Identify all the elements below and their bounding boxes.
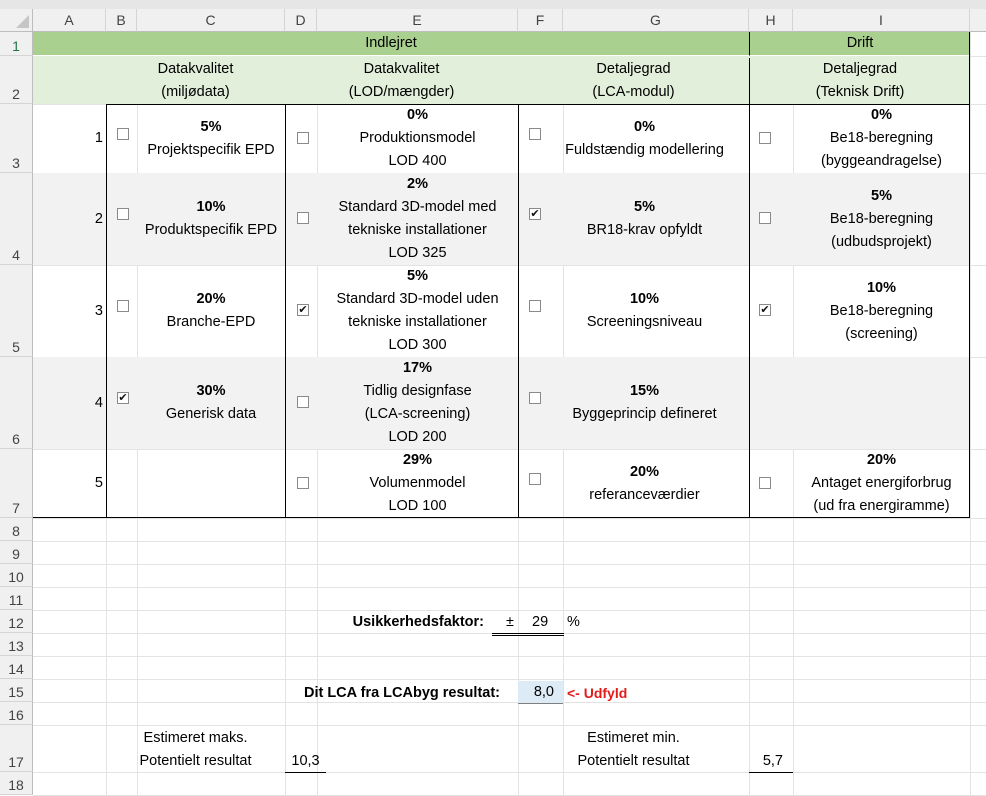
level-number-label: 1 [94,130,103,146]
option-percent: 5% [871,187,892,204]
option-lca-modul-4 [540,357,749,449]
option-text: Branche-EPD [166,314,256,330]
checkbox-miljodata-2[interactable] [117,208,129,220]
lca-fill-hint: <- Udfyld [567,685,628,701]
column-header-c[interactable]: C [137,9,285,32]
row-header-5[interactable] [0,265,33,357]
header-g-line2: (LCA-modul) [592,84,675,100]
row-header-12[interactable] [0,610,33,633]
gridline-h [33,541,986,542]
column-header-e[interactable]: E [317,9,518,32]
select-all-corner[interactable] [0,9,33,32]
row-header-16[interactable] [0,702,33,725]
column-header-a[interactable]: A [33,9,106,32]
checkbox-lod-3[interactable] [297,304,309,316]
checkbox-lod-4[interactable] [297,396,309,408]
option-text: LOD 100 [388,498,447,514]
column-header-d[interactable]: D [285,9,317,32]
option-text: LOD 325 [388,245,447,261]
min-value-cell [749,750,793,773]
column-header-blank [970,9,986,32]
drift-header [749,32,970,56]
checkbox-miljodata-3[interactable] [117,300,129,312]
checkmark-icon: ✔ [118,392,128,404]
indlejret-label: Indlejret [365,35,417,51]
option-text: (LCA-screening) [364,406,471,422]
row-header-18[interactable] [0,772,33,795]
column-header-b[interactable]: B [106,9,137,32]
option-text: referanceværdier [589,486,700,503]
uncertainty-unit: % [567,614,580,630]
gridline-h [33,564,986,565]
gridline-h [33,725,986,726]
drift-label: Drift [846,35,874,51]
uncertainty-label: Usikkerhedsfaktor: [352,614,484,630]
gridline-v [970,32,971,795]
row-header-label: 10 [8,569,24,585]
table-border-v-f [518,104,519,518]
row-header-label: 9 [12,546,20,562]
option-percent: 30% [196,383,226,399]
row-header-label: 17 [8,754,24,770]
row-header-label: 18 [8,777,24,793]
uncertainty-cell [492,611,564,636]
level-number [33,104,103,173]
level-number [33,265,103,357]
option-text: (ud fra energiramme) [813,498,950,514]
option-percent: 5% [634,199,655,215]
option-teknisk-drift-3 [793,265,970,357]
row-header-label: 4 [12,247,20,263]
checkbox-lod-2[interactable] [297,212,309,224]
option-percent: 0% [407,107,428,123]
option-percent: 15% [629,383,660,399]
option-text: tekniske installationer [348,222,487,238]
option-text: Be18-beregning [829,302,934,319]
header-i-line1: Detaljegrad [822,61,898,77]
lca-input-cell[interactable] [518,681,563,704]
option-text: tekniske installationer [348,314,487,330]
row-header-label: 8 [12,523,20,539]
table-border-v-b [106,104,107,518]
checkbox-lod-1[interactable] [297,132,309,144]
row-header-label: 6 [12,431,20,447]
checkmark-icon: ✔ [298,304,308,316]
option-text: (udbudsprojekt) [831,233,932,250]
option-lca-modul-3 [540,265,749,357]
header-g-line1: Detaljegrad [596,61,671,77]
gridline-h [33,679,986,680]
option-percent: 20% [196,291,226,307]
header-datakvalitet-miljodata [106,58,285,104]
table-border-v-h [749,104,750,518]
level-number-label: 5 [94,475,103,491]
max-value: 10,3 [291,753,320,769]
row-header-8[interactable] [0,518,33,541]
gridline-h [33,656,986,657]
row-header-1[interactable] [0,32,33,56]
option-text: (byggeandragelse) [821,153,942,169]
row-header-10[interactable] [0,564,33,587]
option-text: Tidlig designfase [363,383,472,399]
option-percent: 5% [200,118,222,135]
row-header-14[interactable] [0,656,33,679]
option-text: Produktionsmodel [359,130,476,146]
header-e-line2: (LOD/mængder) [348,84,455,100]
level-number [33,449,103,518]
option-text: Projektspecifik EPD [147,141,275,158]
option-lod-1 [317,104,518,173]
gridline-h [33,772,986,773]
row-header-6[interactable] [0,357,33,449]
option-miljodata-1 [137,104,285,173]
gridline-h [33,702,986,703]
min-label-line1: Estimeret min. [587,730,680,746]
row-header-15[interactable] [0,679,33,702]
table-border-bottom [33,517,970,518]
option-lca-modul-1 [540,104,749,173]
checkbox-teknisk-drift-1[interactable] [759,132,771,144]
option-text: Volumenmodel [369,475,466,491]
row-header-label: 15 [8,684,24,700]
option-text: Antaget energiforbrug [811,475,952,491]
header-c-line2: (miljødata) [161,84,230,100]
option-miljodata-2 [137,173,285,265]
option-percent: 10% [196,199,226,215]
uncertainty-value: 29 [532,614,549,630]
level-number-label: 3 [94,302,103,319]
row-header-11[interactable] [0,587,33,610]
row-header-2[interactable] [0,56,33,104]
lca-input-value: 8,0 [533,684,554,700]
checkbox-teknisk-drift-2[interactable] [759,212,771,224]
checkbox-lod-5[interactable] [297,477,309,489]
option-text: LOD 400 [388,153,447,169]
plus-minus-sign: ± [506,614,514,630]
column-header-h[interactable]: H [749,9,793,32]
level-number [33,173,103,265]
row-header-9[interactable] [0,541,33,564]
checkmark-icon: ✔ [760,304,770,316]
row-header-7[interactable] [0,449,33,518]
row-header-label: 7 [12,500,20,516]
column-header-g[interactable]: G [563,9,749,32]
row-header-13[interactable] [0,633,33,656]
option-lca-modul-2 [540,173,749,265]
option-percent: 2% [407,176,428,192]
option-percent: 20% [629,463,660,480]
header-detaljegrad-lca [518,58,749,104]
max-label-line1: Estimeret maks. [143,730,248,746]
checkbox-teknisk-drift-5[interactable] [759,477,771,489]
option-text: Byggeprincip defineret [572,406,717,422]
gridline-h [33,587,986,588]
header-e-line1: Datakvalitet [363,61,440,77]
option-miljodata-4 [137,357,285,449]
level-number-label: 4 [94,394,103,411]
row-header-label: 14 [8,661,24,677]
checkbox-miljodata-1[interactable] [117,128,129,140]
header-c-line1: Datakvalitet [157,61,234,77]
row-header-4[interactable] [0,173,33,265]
column-header-i[interactable]: I [793,9,970,32]
row-header-label: 2 [12,86,20,102]
checkbox-teknisk-drift-3[interactable] [759,304,771,316]
option-percent: 0% [634,118,655,135]
option-percent: 17% [402,360,433,376]
row-header-label: 16 [8,707,24,723]
min-value: 5,7 [762,753,783,769]
option-lod-2 [317,173,518,265]
option-text: Produktspecifik EPD [144,222,278,238]
row-header-label: 13 [8,638,24,654]
column-header-f[interactable]: F [518,9,563,32]
option-text: Standard 3D-model uden [336,291,499,307]
header-datakvalitet-lod [285,58,518,104]
max-label-line2: Potentielt resultat [139,753,252,769]
option-text: Standard 3D-model med [338,199,497,215]
level-number [33,357,103,449]
option-text: BR18-krav opfyldt [586,222,703,238]
option-percent: 20% [866,452,897,468]
option-miljodata-3 [137,265,285,357]
option-percent: 10% [629,291,660,307]
lca-label: Dit LCA fra LCAbyg resultat: [303,685,500,701]
option-text: Fuldstændig modellering [565,141,724,158]
row-header-label: 11 [8,592,24,608]
row-header-17[interactable] [0,725,33,772]
option-percent: 10% [866,279,897,296]
option-text: Be18-beregning [829,130,934,146]
table-border-top-body [106,104,970,105]
row-header-label: 3 [12,155,20,171]
gridline-h [33,518,986,519]
header-detaljegrad-drift [749,58,970,104]
row-header-label: 1 [12,38,20,54]
row-header-label: 5 [12,339,20,355]
option-percent: 0% [871,107,892,123]
max-value-cell [285,750,326,773]
row-header-3[interactable] [0,104,33,173]
row-header-label: 12 [8,615,24,631]
indlejret-header [33,32,749,56]
select-all-triangle-icon [0,9,33,32]
min-label-line2: Potentielt resultat [577,753,690,769]
checkmark-icon: ✔ [530,208,540,220]
level-number-label: 2 [94,210,103,227]
option-lod-3 [317,265,518,357]
option-text: LOD 300 [388,337,447,353]
option-percent: 29% [402,452,433,468]
checkbox-miljodata-4[interactable] [117,392,129,404]
option-lca-modul-5 [540,449,749,518]
option-text: (screening) [845,325,918,342]
option-percent: 5% [407,268,428,284]
option-text: Screeningsniveau [586,314,703,330]
sheet-top-strip [0,0,986,9]
option-text: LOD 200 [388,429,447,445]
option-teknisk-drift-5 [793,449,970,518]
option-text: Be18-beregning [829,210,934,227]
option-lod-4 [317,357,518,449]
table-border-v-d [285,104,286,518]
option-teknisk-drift-1 [793,104,970,173]
option-text: Generisk data [165,406,257,422]
option-teknisk-drift-2 [793,173,970,265]
header-i-line2: (Teknisk Drift) [815,84,905,100]
option-lod-5 [317,449,518,518]
